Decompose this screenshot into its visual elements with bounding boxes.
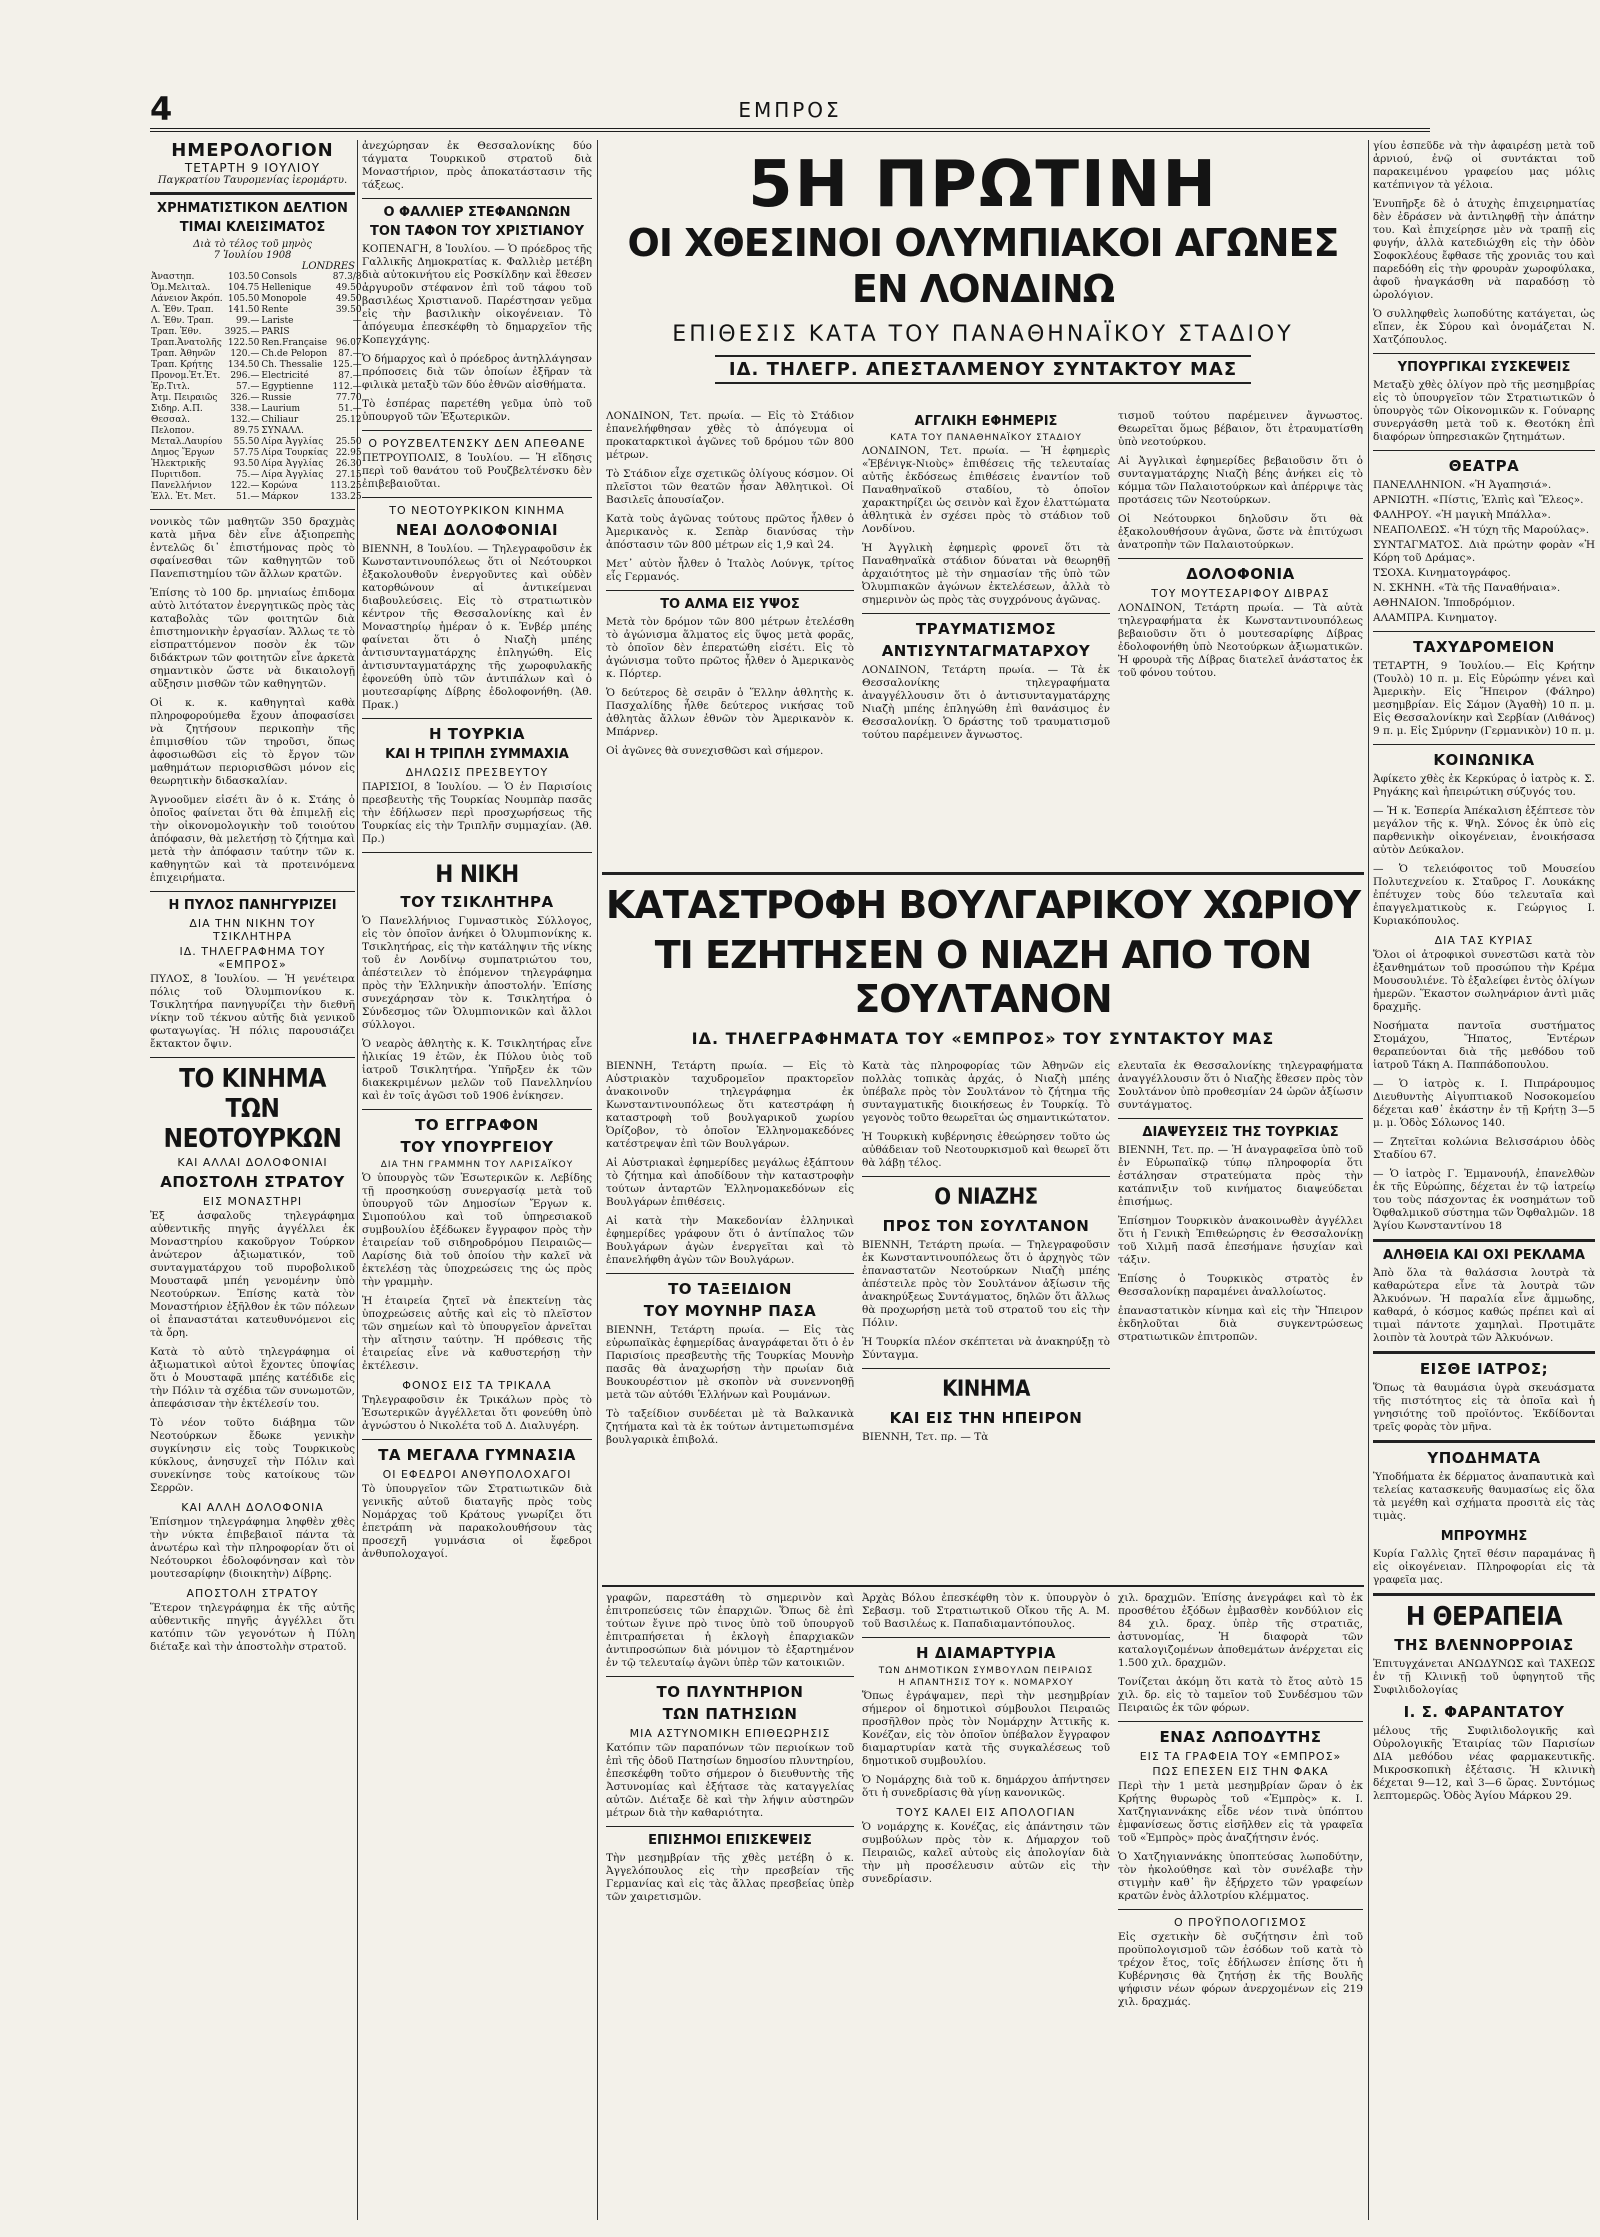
headline: Ο ΦΑΛΛΙΕΡ ΣΤΕΦΑΝΩΝΩΝ xyxy=(383,205,571,220)
subheadline: ΤΩΝ ΠΑΤΗΣΙΩΝ xyxy=(662,1705,798,1723)
lower-column-c xyxy=(1118,1592,1363,2212)
headline: ΚΑΤΑΣΤΡΟΦΗ ΒΟΥΛΓΑΡΙΚΟΥ ΧΩΡΙΟΥ xyxy=(605,883,1361,927)
ticker-row xyxy=(150,382,363,393)
article-text: Ὁ νομάρχης κ. Κονέζας, εἰς ἀπάντησιν τῶν συμβούλων πρὸς τὸν κ. Δήμαρχον τοῦ Πειραιῶς, καλεῖ αὐτοὺς εἰς ἀπολογίαν διὰ τὴν μὴ προσέλευσιν αὐτῶν εἰς τὴν συνεδρίασιν. xyxy=(862,1821,1110,1885)
article-text: Ὑποδήματα ἐκ δέρματος ἀναπαυτικὰ καὶ τελείας κατασκευῆς θαυμασίως εἰς ὅλα τὰ μεγέθη καὶ σχήματα προσιτὰ εἰς τὰς τιμὰς. xyxy=(1373,1471,1595,1522)
ticker-value: 134.50 xyxy=(227,360,260,370)
ticker-value: 26.30 xyxy=(335,459,362,469)
headline: ΤΟ ΚΙΝΗΜΑ ΤΩΝ ΝΕΟΤΟΥΡΚΩΝ xyxy=(163,1064,342,1154)
ticker-name: Monopole xyxy=(261,294,307,304)
ticker-name: Λίρα Τουρκίας xyxy=(261,448,329,458)
banner-subheadline: ΕΠΙΘΕΣΙΣ ΚΑΤΑ ΤΟΥ ΠΑΝΑΘΗΝΑΪΚΟΥ ΣΤΑΔΙΟΥ xyxy=(672,322,1294,347)
article-text: — Ζητεῖται κολώνια Βελισσάριου ὁδὸς Σταδίου 67. xyxy=(1373,1136,1595,1161)
article-text: Ἐπίσημον τηλεγράφημα ληφθὲν χθὲς τὴν νύκτα ἐπιβεβαιοῖ πάντα τὰ ἀνωτέρω καὶ τὴν πληροφορίαν ὅτι οἱ Νεότουρκοι ἐδολοφόνησαν καὶ τὸν μουτεσαρίφην (διοικητὴν) Δίβρης. xyxy=(150,1516,355,1580)
ticker-value: 22.95 xyxy=(335,448,362,458)
article-text: Κατὰ τὰς πληροφορίας τῶν Ἀθηνῶν εἰς πολλὰς τοπικὰς ἀρχάς, ὁ Νιαζὴ μπέης ὑπέβαλε πρὸς τὸν Σουλτάνον τὸ ζήτημα τῆς συνταγματικῆς διοικήσεως ἐν Τουρκίᾳ. Τὸ γεγονὸς τοῦτο θεωρεῖται ὡς σημαντικώτατον. xyxy=(862,1060,1110,1124)
article-text: ἀνεχώρησαν ἐκ Θεσσαλονίκης δύο τάγματα Τουρκικοῦ στρατοῦ διὰ Μοναστήριον, πρὸς ἀποκατάστασιν τῆς τάξεως. xyxy=(362,140,592,191)
article-text: Κυρία Γαλλὶς ζητεῖ θέσιν παραμάνας ἢ εἰς οἰκογένειαν. Πληροφορίαι εἰς τὰ γραφεῖα μας. xyxy=(1373,1548,1595,1586)
article-text: — Ὁ ἰατρὸς Γ. Ἐμμανουήλ, ἐπανελθὼν ἐκ τῆς Εὐρώπης, δέχεται ἐν τῷ ἰατρείῳ του τοὺς πάσχοντας ἐκ νοσημάτων τοῦ Ὀφθαλμικοῦ σύστημα τῶν Ὀφθαλμῶν. 18 Ἁγίου Κωνσταντίνου 18 xyxy=(1373,1168,1595,1232)
article-text: Ὅλοι οἱ ἀτροφικοὶ συνεστῶσι κατὰ τὸν ἐξανθημάτων τοῦ προσώπου τὴν Κρέμα Μουσουλιένε. Τὸ ἐξαλείφει ἐντὸς ὀλίγων ἡμερῶν. Ἕκαστον σωληνάριον ἀντὶ μιᾶς δραχμῆς. xyxy=(1373,949,1595,1013)
article-text: Ἐπίσης τὸ 100 δρ. μηνιαίως ἐπιδομα αὐτὸ λιτότατον ἐνεργητικῶς πρὸς τὰς καταβολὰς τῶν φοιτητῶν διὰ ἐπιστημονικὴν ἐργασίαν. Ἄλλως τε τὸ εἰσπραττόμενον ποσὸν ἐκ τῶν διδάκτρων τῶν φοιτητῶν εἶνε ἀρκετὰ σημαντικὸν ὥστε νὰ δικαιολογῇ αὔξησιν μισθῶν τῶν καθηγητῶν. xyxy=(150,587,355,690)
ticker-value: 120.— xyxy=(230,349,260,359)
article-text: Τὸ νέον τοῦτο διάβημα τῶν Νεοτούρκων ἔδωκε γενικὴν συγκίνησιν εἰς τοὺς Τουρκικοὺς κύκλους, ἀνησυχεῖ τὴν Πόλιν καὶ συνεκίνησε τοὺς κατοίκους τῶν Σερρῶν. xyxy=(150,1417,355,1494)
ticker-value xyxy=(329,327,363,338)
article-text: — Ὁ ἰατρὸς κ. Ι. Πιπράρουμος Διευθυντὴς Αἰγυπτιακοῦ Νοσοκομείου δέχεται καθ᾽ ἑκάστην ἐν τῇ Κρήτῃ 3—5 μ. μ. Ὁδὸς Σόλωνος 140. xyxy=(1373,1078,1595,1129)
section-rule xyxy=(602,1585,1364,1587)
ticker-value: 122.— xyxy=(230,481,260,491)
calendar-date: ΤΕΤΑΡΤΗ 9 ΙΟΥΛΙΟΥ xyxy=(184,161,321,175)
ticker-name: Μάρκον xyxy=(261,492,299,502)
article-text: Τὸ Στάδιον εἶχε σχετικῶς ὀλίγους κόσμον. Οἱ πλεῖστοι τῶν θεατῶν ἦσαν Ἀθλητικοὶ. Οἱ Βασιλεῖς ἀπουσίαζον. xyxy=(606,468,854,506)
headline: ΘΕΑΤΡΑ xyxy=(1448,457,1520,475)
ticker-value: — xyxy=(352,316,362,326)
ticker-name: Λ. Ἐθν. Τραπ. xyxy=(151,316,214,326)
article-text: Τὸ ταξείδιον συνδέεται μὲ τὰ Βαλκανικὰ ζητήματα καὶ τὰ ἐκ τούτων ἀντιμετωπισμένα βουλγαρικὰ ἐπιβολά. xyxy=(606,1408,854,1446)
article-text: ΠΑΡΙΣΙΟΙ, 8 Ἰουλίου. — Ὁ ἐν Παρισίοις πρεσβευτὴς τῆς Τουρκίας Νουμπὰρ πασᾶς τὴν ἐδήλωσεν περὶ προσχωρήσεως τῆς Τουρκίας εἰς τὴν Τριπλῆν συμμαχίαν. (Ἀθ. Πρ.) xyxy=(362,781,592,845)
article-text: ΠΥΛΟΣ, 8 Ἰουλίου. — Ἡ γενέτειρα πόλις τοῦ Ὀλυμπιονίκου κ. Τσικλητήρα πανηγυρίζει τὴν διεθνῆ νίκην τοῦ τέκνου αὐτῆς διὰ γενικοῦ φωταγωγίας. Ἡ πόλις παρουσιάζει ἔκτακτον ὄψιν. xyxy=(150,973,355,1050)
ticker-value: 338.— xyxy=(230,404,260,414)
article-text: Ἀρχὰς Βόλου ἐπεσκέφθη τὸν κ. ὑπουργὸν ὁ Σεβασμ. τοῦ Στρατιωτικοῦ Οἴκου τῆς Α. Μ. τοῦ Βασιλέως κ. Παπαδιαμαντόπουλος. xyxy=(862,1592,1110,1630)
article-text: Τὸ ἑσπέρας παρετέθη γεῦμα ὑπὸ τοῦ ὑπουργοῦ τῶν Ἐξωτερικῶν. xyxy=(362,398,592,423)
subheadline: ΤΩΝ ΔΗΜΟΤΙΚΩΝ ΣΥΜΒΟΥΛΩΝ ΠΕΙΡΑΙΩΣ xyxy=(878,1666,1094,1676)
ticker-name: Ἐλλ. Ἐτ. Μετ. xyxy=(151,492,216,502)
subheadline: ΔΗΛΩΣΙΣ ΠΡΕΣΒΕΥΤΟΥ xyxy=(405,766,549,779)
subheadline: ΤΗΣ ΒΛΕΝΝΟΡΡΟΙΑΣ xyxy=(1394,1636,1574,1654)
headline: ΤΡΑΥΜΑΤΙΣΜΟΣ xyxy=(915,620,1057,638)
subheadline: ΔΙΑ ΤΗΝ ΓΡΑΜΜΗΝ ΤΟΥ ΛΑΡΙΣΑΪΚΟΥ xyxy=(380,1160,574,1170)
ticker-value: 87.— xyxy=(338,371,362,381)
ticker-row xyxy=(150,426,363,437)
ticker-row xyxy=(150,338,363,349)
article-text: Μετὰ τὸν δρόμον τῶν 800 μέτρων ἐτελέσθη τὸ ἀγώνισμα ἅλματος εἰς ὕψος μετὰ φορᾶς, τὸ ὁποῖον δὲν ἐπερατώθη εἰσέτι. Εἰς τὸ ἀγώνισμα τοῦτο πρῶτος ἦλθεν ὁ Ἀμερικανὸς κ. Πόρτερ. xyxy=(606,616,854,680)
headline: Η ΘΕΡΑΠΕΙΑ xyxy=(1405,1602,1563,1632)
subheadline: ΕΙΣ ΤΑ ΓΡΑΦΕΙΑ ΤΟΥ «ΕΜΠΡΟΣ» xyxy=(1139,1750,1342,1763)
headline: ΤΟ ΕΓΓΡΑΦΟΝ xyxy=(415,1116,539,1134)
bulgarian-column-b xyxy=(862,1060,1110,1580)
article-text: τισμοῦ τούτου παρέμεινεν ἄγνωστος. Θεωρεῖται ὅμως βέβαιον, ὅτι ἐτραυματίσθη ὑπὸ νεοτούρκου. xyxy=(1118,410,1363,448)
article-text: Αἱ Αὐστριακαὶ ἐφημερίδες μεγάλως ἐξάπτουν τὸ ζήτημα καὶ ἀποδίδουν τὴν καταστροφὴν τούτων ἀνταρτῶν Ἑλληνομακεδόνων εἰς Βουλγάρων ἐπιθέσεις. xyxy=(606,1157,854,1208)
headline: ΦΟΝΟΣ ΕΙΣ ΤΑ ΤΡΙΚΑΛΑ xyxy=(402,1379,552,1392)
ticker-value: 25.50 xyxy=(335,437,362,447)
article-text: Ὁ Νομάρχης διὰ τοῦ κ. δημάρχου ἀπήντησεν ὅτι ἡ συνεδρίασις θὰ γίνῃ κανονικῶς. xyxy=(862,1774,1110,1799)
article-text: Ἐνυπῆρξε δὲ ὁ ἀτυχὴς ἐπιχειρηματίας δὲν ἐδράσεν νὰ ἀντιληφθῇ τὴν ἀπάτην του. Καὶ ἐπιχείρησε μὲν νὰ τραπῇ εἰς φυγήν, ἀλλὰ κατεδιώχθη εἰς τὴν ὁδὸν Σοφοκλέους ἔφθασε τῆς χρονιᾶς του καὶ παρεδόθη εἰς τὴν φρουρὰν χωροφύλακα, ἀφοῦ ἠναγκάσθη νὰ παραδόσῃ τὸ ὡρολόγιον. xyxy=(1373,198,1595,301)
headline: ΤΟ ΠΛΥΝΤΗΡΙΟΝ xyxy=(656,1683,804,1701)
ticker-name: Chiliaur xyxy=(261,415,299,425)
theatre-item: ΑΘΗΝΑΙΟΝ. Ἱπποδρόμιον. xyxy=(1373,597,1516,609)
ticker-row xyxy=(150,305,363,316)
headline: ΕΝΑΣ ΛΩΠΟΔΥΤΗΣ xyxy=(1159,1728,1322,1746)
article-text: Μεταξὺ χθὲς ὀλίγον πρὸ τῆς μεσημβρίας εἰς τὸ ὑπουργεῖον τῶν Στρατιωτικῶν ὁ ὑπουργὸς τῶν Οἰκονομικῶν κ. Γούναρης συνεργάσθη μετὰ τοῦ κ. Θεοτόκη ἐπὶ διαφόρων ὑπηρεσιακῶν ζητημάτων. xyxy=(1373,379,1595,443)
banner-edition: 5Η ΠΡΩΤΙΝΗ xyxy=(748,148,1218,222)
ticker-row xyxy=(150,492,363,503)
ticker-name: Θεσσαλ. xyxy=(151,415,190,425)
theatre-item: ΦΑΛΗΡΟΥ. «Ἡ μαγικὴ Μπάλλα». xyxy=(1373,509,1551,521)
ticker-value: 25.12 xyxy=(335,415,362,425)
article-text: ΠΕΤΡΟΥΠΟΛΙΣ, 8 Ἰουλίου. — Ἡ εἴδησις περὶ τοῦ θανάτου τοῦ Ρουζβελτένσκυ δὲν ἐπιβεβαιοῦται. xyxy=(362,452,592,490)
subheadline: ΔΙΑ ΤΑΣ ΚΥΡΙΑΣ xyxy=(1434,934,1534,947)
lower-column-b xyxy=(862,1592,1110,2212)
ticker-name: Ἐρ.Τιτλ. xyxy=(151,382,190,392)
headline: ΤΟ ΤΑΞΕΙΔΙΟΝ xyxy=(668,1280,792,1298)
article-text: νονικὸς τῶν μαθητῶν 350 δραχμὰς κατὰ μῆνα δὲν εἶνε ἀξιοπρεπὴς ἐντελῶς δι᾽ ἐπιστήμονας πρὸς τὸ σφαίνεσθαι τῶν καθηγητῶν τοῦ Πανεπιστημίου τῶν ἄλλων κρατῶν. xyxy=(150,516,355,580)
ticker-value xyxy=(329,426,363,437)
article-text: ΛΟΝΔΙΝΟΝ, Τετάρτη πρωία. — Τὰ ἐκ Θεσσαλονίκης τηλεγραφήματα ἀναγγέλλουσιν ὅτι ὁ ἀντισυνταγματάρχης Νιαζὴ μπέης ἐπληγώθη ἐπὶ θανάσιμος ἐν Θεσσαλονίκῃ. Ὁ δράστης τοῦ τραυματισμοῦ τούτου παρέμεινεν ἄγνωστος. xyxy=(862,664,1110,741)
ticker-name: PARIS xyxy=(261,327,290,337)
ticker-name: Ch.de Pelopon xyxy=(261,349,328,359)
article-text: γραφῶν, παρεστάθη τὸ σημερινὸν καὶ ἐπιτροπεύσεις τῶν ἐπαρχιῶν. Ὅπως δὲ ἐπὶ τούτων ἔγινε πρὸ τινος ὑπὸ τοῦ ὑπουργοῦ ἐπιτραπήσεται ἡ ἐκλογὴ ἐπαρχιακῶν ἀντιπροσώπων διὰ μόνιμον τὸ ἐξαρτημένον ἐν τῷ τελευταίῳ ἀγῶνι ὑπὲρ τῶν κατοικιῶν. xyxy=(606,1592,854,1669)
article-text: Τονίζεται ἀκόμη ὅτι κατὰ τὸ ἔτος αὐτὸ 15 χιλ. δρ. εἰς τὸ ταμεῖον τοῦ Συνδέσμου τῶν Πειραιῶς ἐκ τῶν φόρων. xyxy=(1118,1676,1363,1714)
headline: ΚΟΙΝΩΝΙΚΑ xyxy=(1433,751,1535,769)
article-text: Ὁ δεύτερος δὲ σειρᾶν ὁ Ἕλλην ἀθλητὴς κ. Πασχαλίδης ἦλθε δεύτερος νικήσας τοῦ ἀθλητὰς ἄλλων ἐθνῶν τὸν Ἀμερικανὸν κ. Μπάρνερ. xyxy=(606,687,854,738)
article-text: Ἐπιτυγχάνεται ΑΝΩΔΥΝΩΣ καὶ ΤΑΧΕΩΣ ἐν τῇ Κλινικῇ τοῦ ὑφηγητοῦ τῆς Συφιλιδολογίας xyxy=(1373,1658,1595,1696)
article-text: Ἡ Ἀγγλικὴ ἐφημερὶς φρονεῖ ὅτι τὰ Παναθηναϊκὰ στάδιον δύναται νὰ θεωρηθῇ ἀρχαιότητος μὲ τὴν σημασίαν τῆς ὑπὸ τῶν Ὀλυμπιακῶν ἀγώνων ἐκτελέσεων, ἀλλὰ τὸ σημερινὸν ὡς πρὸς τὰς συγχρόνους ἀγῶνας. xyxy=(862,542,1110,606)
ticker-name: Λίρα Ἀγγλίας xyxy=(261,470,324,480)
article-text: Ὁ νεαρὸς ἀθλητὴς κ. Κ. Τσικλητήρας εἶνε ἡλικίας 19 ἐτῶν, ἐκ Πύλου ὑιὸς τοῦ ἰατροῦ Τσικλητήρα. Ὑπῆρξεν ἐκ τῶν διακεκριμένων μελῶν τοῦ Πανελληνίου καὶ ἐν τοῖς ἀγῶσι τοῦ 1906 ἐνίκησεν. xyxy=(362,1038,592,1102)
olympics-banner xyxy=(602,150,1364,384)
market-title: ΧΡΗΜΑΤΙΣΤΙΚΟΝ ΔΕΛΤΙΟΝ xyxy=(157,201,348,216)
article-text: ΒΙΕΝΝΗ, Τετ. πρ. — Ἡ ἀναγραφεῖσα ὑπὸ τοῦ ἐν Εὐρωπαϊκῷ τύπῳ πληροφορία ὅτι ἐστάλησαν στρατεύματα πρὸς τὴν κατάπνιξιν τοῦ κινήματος διαψεύδεται ἐπισήμως. xyxy=(1118,1144,1363,1208)
doctor-name: Ι. Σ. ΦΑΡΑΝΤΑΤΟΥ xyxy=(1403,1703,1565,1721)
ticker-name: Πανελλήνιον xyxy=(151,481,212,491)
ticker-name: ΣΥΝΑΛΛ. xyxy=(261,426,304,436)
headline: Ο ΝΙΑΖΗΣ xyxy=(934,1185,1038,1210)
ticker-value: 112.— xyxy=(332,382,362,392)
ticker-value: 51.— xyxy=(236,492,260,502)
subheadline: ΤΟΥ ΤΣΙΚΛΗΤΗΡΑ xyxy=(400,893,554,911)
ticker-name: Πελοπον. xyxy=(151,426,195,436)
byline: ΙΔ. ΤΗΛΕΓΡΑΦΗΜΑΤΑ ΤΟΥ «ΕΜΠΡΟΣ» ΤΟΥ ΣΥΝΤΑΚΤΟΥ ΜΑΣ xyxy=(691,1029,1275,1048)
ticker-value: 326.— xyxy=(230,393,260,403)
article-text: ελευταῖα ἐκ Θεσσαλονίκης τηλεγραφήματα ἀναγγέλλουσιν ὅτι ὁ Νιαζὴς ἔθεσεν πρὸς τὸν Σουλτάνον ὑπὸ προθεσμίαν 24 ὡρῶν ἀξίωσιν συντάγματος. xyxy=(1118,1060,1363,1111)
article-text: Νοσήματα παντοῖα συστήματος Στομάχου, Ἥπατος, Ἐντέρων θεραπεύονται διὰ τῆς μεθόδου τοῦ ἰατροῦ Τάκη Α. Παππάδοπουλου. xyxy=(1373,1020,1595,1071)
headline: ΚΙΝΗΜΑ xyxy=(942,1377,1030,1402)
article-text: Ἀφίκετο χθὲς ἐκ Κερκύρας ὁ ἰατρὸς κ. Σ. Ρηγάκης καὶ ἠπειρώτικη σύζυγός του. xyxy=(1373,773,1595,798)
headline: ΑΓΓΛΙΚΗ ΕΦΗΜΕΡΙΣ xyxy=(914,414,1058,429)
subheadline: ΑΝΤΙΣΥΝΤΑΓΜΑΤΑΡΧΟΥ xyxy=(881,642,1091,660)
subheadline: ΑΠΟΣΤΟΛΗ ΣΤΡΑΤΟΥ xyxy=(186,1587,319,1600)
ticker-value: 57.75 xyxy=(233,448,260,458)
market-note: Διὰ τὸ τέλος τοῦ μηνὸς xyxy=(193,239,312,250)
subheadline: ΤΟΥ ΜΟΥΝΗΡ ΠΑΣΑ xyxy=(643,1302,817,1320)
ticker-name: Ren.Française xyxy=(261,338,328,348)
article-text: ΒΙΕΝΝΗ, Τετάρτη πρωία. — Τηλεγραφοῦσιν ἐκ Κωνσταντινουπόλεως ὅτι ὁ ἀρχηγὸς τῶν ἐπαναστατῶν Νεοτούρκων Νιαζὴ μπέης ἀπέστειλε πρὸς τὸν Σουλτάνον ἀξίωσιν τῆς ἀνακηρύξεως Συντάγματος, δηλῶν ὅτι ἄλλως θὰ προχωρήσῃ μετὰ τοῦ στρατοῦ του εἰς τὴν Πόλιν. xyxy=(862,1239,1110,1329)
paper-name: ΕΜΠΡΟΣ xyxy=(738,98,842,122)
article-text: Οἱ ἀγῶνες θὰ συνεχισθῶσι καὶ σήμερον. xyxy=(606,745,824,757)
olympics-column-b xyxy=(862,410,1110,865)
ticker-name: Ἀτμ. Πειραιῶς xyxy=(151,393,218,403)
article-text: Αἱ κατὰ τὴν Μακεδονίαν ἑλληνικαὶ ἐφημερίδες γράφουν ὅτι ὁ ἀντίπαλος τῶν Βουλγάρων ἀγὼν ἐνεργεῖται καὶ τὸ ἐπανελήφθη ἀγὼν τῶν Βουλγάρων. xyxy=(606,1215,854,1266)
ticker-row xyxy=(150,283,363,294)
ticker-row xyxy=(150,459,363,470)
masthead xyxy=(150,88,1430,132)
headline: ΔΙΑΨΕΥΣΕΙΣ ΤΗΣ ΤΟΥΡΚΙΑΣ xyxy=(1142,1125,1339,1140)
olympics-column-c xyxy=(1118,410,1363,865)
ticker-value: 39.50 xyxy=(335,305,362,315)
theatre-item: ΤΣΟΧΑ. Κινηματογράφος. xyxy=(1373,567,1511,579)
ticker-value: 87.— xyxy=(338,349,362,359)
subheadline: ΠΩΣ ΕΠΕΣΕΝ ΕΙΣ ΤΗΝ ΦΑΚΑ xyxy=(1152,1765,1329,1778)
subheadline: ΤΟΝ ΤΑΦΟΝ ΤΟΥ ΧΡΙΣΤΙΑΝΟΥ xyxy=(370,224,584,239)
bulgarian-column-a xyxy=(606,1060,854,1580)
ticker-row xyxy=(150,448,363,459)
bulgarian-headline xyxy=(602,872,1364,1048)
article-text: Κατὰ τὸ αὐτὸ τηλεγράφημα οἱ ἀξιωματικοὶ αὐτοὶ ἔχοντες ὑποψίας ὅτι ὁ Μουσταφᾶ μπέης κατέδιδε εἰς τὴν Πόλιν τὰ σχέδια τῶν συνωμοτῶν, ἀπεφάσισαν τὴν ἐκτέλεσίν του. xyxy=(150,1346,355,1410)
subheadline: ΠΡΟΣ ΤΟΝ ΣΟΥΛΤΑΝΟΝ xyxy=(882,1217,1090,1235)
article-text: ΒΙΕΝΝΗ, Τετ. πρ. — Τὰ xyxy=(862,1431,989,1443)
ticker-name: Russie xyxy=(261,393,292,403)
article-text: ΛΟΝΔΙΝΟΝ, Τετάρτη πρωία. — Τὰ αὐτὰ τηλεγραφήματα ἐκ Κωνσταντινουπόλεως βεβαιοῦσιν ὅτι ὁ μουτεσαρίφης Δίβρας ἐδολοφονήθη ὑπὸ Νεοτούρκων ἀξιωματικῶν. Ἡ φρουρὰ τῆς Δίβρας διατελεῖ ἀνάστατος ἐκ τοῦ φόνου τούτου. xyxy=(1118,602,1363,679)
ticker-value: 105.50 xyxy=(227,294,260,304)
subheadline: Η ΑΠΑΝΤΗΣΙΣ ΤΟΥ κ. ΝΟΜΑΡΧΟΥ xyxy=(898,1678,1074,1688)
headline: Ο ΠΡΟΫΠΟΛΟΓΙΣΜΟΣ xyxy=(1174,1916,1307,1929)
subheadline: ΑΠΟΣΤΟΛΗ ΣΤΡΑΤΟΥ xyxy=(160,1173,345,1191)
ticker-value: 122.50 xyxy=(227,338,260,348)
ticker-value: 49.50 xyxy=(335,294,362,304)
subheadline: ΚΑΙ Η ΤΡΙΠΛΗ ΣΥΜΜΑΧΙΑ xyxy=(385,747,569,762)
article-text: Ὅπως τὰ θαυμάσια ὑγρὰ σκευάσματα τῆς πιστότητος εἰς τὰ ὁποῖα καὶ ἡ γνησιότης τοῦ προϊόντος. Ἐκδίδονται τρεῖς φορὰς τὸν μῆνα. xyxy=(1373,1382,1595,1433)
ticker-value: 113.25 xyxy=(330,481,362,491)
article-text: Ἐπίσημον Τουρκικὸν ἀνακοινωθὲν ἀγγέλλει ὅτι ἡ Γενικὴ Ἐπιθεώρησις ἐν Θεσσαλονίκῃ τοῦ Χιλμῆ πασᾶ ἐπεσήμανε ἡσυχίαν καὶ τάξιν. xyxy=(1118,1215,1363,1266)
olympics-column-a xyxy=(606,410,854,865)
ticker-value: 132.— xyxy=(230,415,260,425)
ticker-name: Τραπ. Ἐθν. xyxy=(151,327,202,337)
headline: Ο ΡΟΥΖΒΕΛΤΕΝΣΚΥ ΔΕΝ ΑΠΕΘΑΝΕ xyxy=(368,437,586,450)
ticker-value: 51.— xyxy=(338,404,362,414)
article-text: ΚΟΠΕΝΑΓΗ, 8 Ἰουλίου. — Ὁ πρόεδρος τῆς Γαλλικῆς Δημοκρατίας κ. Φαλλιὲρ μετέβη διὰ αὐτοκινήτου εἰς Ροσκίλδην καὶ ἔθεσεν ἀργυροῦν στέφανον ἐπὶ τοῦ τάφου τοῦ βασιλέως Χριστιανοῦ. Παρέστησαν γεῦμα εἰς τὴν βασιλικὴν οἰκογένειαν. Τὸ ἀπόγευμα ἐπεσκέφθη τὸ δημαρχεῖον τῆς Κοπεγχάγης. xyxy=(362,243,592,346)
theatre-item: ΠΑΝΕΛΛΗΝΙΟΝ. «Ἡ Ἀγαπησιά». xyxy=(1373,479,1552,491)
article-text: ΛΟΝΔΙΝΟΝ, Τετ. πρωία. — Εἰς τὸ Στάδιον ἐπανελήφθησαν χθὲς τὸ ἀπόγευμα οἱ προκαταρκτικοὶ ἀγῶνες τοῦ δρόμου τῶν 800 μέτρων. xyxy=(606,410,854,461)
subheadline: ΚΑΙ ΕΙΣ ΤΗΝ ΗΠΕΙΡΟΝ xyxy=(889,1409,1083,1427)
ticker-name: Lariste xyxy=(261,316,294,326)
headline: ΜΠΡΟΥΜΗΣ xyxy=(1440,1529,1528,1544)
ticker-value: 141.50 xyxy=(227,305,260,315)
article-text: ἐπαναστατικὸν κίνημα καὶ εἰς τὴν Ἤπειρον ἐκδηλοῦται διὰ συγκεντρώσεως στρατιωτικῶν ἐπιτροπῶν. xyxy=(1118,1305,1363,1343)
ticker-row xyxy=(150,371,363,382)
headline: ΤΙ ΕΖΗΤΗΣΕΝ Ο ΝΙΑΖΗ ΑΠΟ ΤΟΝ ΣΟΥΛΤΑΝΟΝ xyxy=(654,933,1312,1021)
article-text: Οἱ κ. κ. καθηγηταὶ καθὰ πληροφορούμεθα ἔχουν ἀποφασίσει νὰ ζητήσουν περικοπὴν τῆς ἐπιμισθίου τῶν τηροῦσι, ὅπως ἀφοσιωθῶσι εἰς τὸ ἔργον τῶν μαθημάτων περιορισθῶσι μόνον εἰς θεωρητικὴν διδασκαλίαν. xyxy=(150,697,355,787)
headline: ΔΟΛΟΦΟΝΙΑ xyxy=(1186,565,1295,583)
lower-column-a xyxy=(606,1592,854,2212)
ticker-value: 103.50 xyxy=(227,272,260,282)
ticker-value: 87.3/8 xyxy=(332,272,362,282)
article-text: γίου ἐσπεῦδε νὰ τὴν ἀφαιρέσῃ μετὰ τοῦ ἀρνιού, ἐνῷ οἱ συντάκται τοῦ παρακειμένου γραφείου μας μόλις κατέπνιγον τὰ γέλοια. xyxy=(1373,140,1595,191)
headline: ΥΠΟΥΡΓΙΚΑΙ ΣΥΣΚΕΨΕΙΣ xyxy=(1397,360,1571,375)
theatre-item: ΑΛΑΜΠΡΑ. Κινηματογ. xyxy=(1373,612,1498,624)
ticker-value: 99.— xyxy=(236,316,260,326)
subheadline: ΤΟΥ ΜΟΥΤΕΣΑΡΙΦΟΥ ΔΙΒΡΑΣ xyxy=(1151,587,1330,600)
ticker-name: Λάνειον Ἀκρόπ. xyxy=(151,294,223,304)
theatre-item: ΑΡΝΙΩΤΗ. «Πίστις, Ἐλπὶς καὶ Ἔλεος». xyxy=(1373,494,1584,506)
ticker-value: 133.25 xyxy=(330,492,362,502)
banner-headline: ΟΙ ΧΘΕΣΙΝΟΙ ΟΛΥΜΠΙΑΚΟΙ ΑΓΩΝΕΣ ΕΝ ΛΟΝΔΙΝΩ xyxy=(627,221,1339,311)
article-text: Μετ᾽ αὐτὸν ἦλθεν ὁ Ἰταλὸς Λούνγκ, τρίτος εἷς Γερμανός. xyxy=(606,558,854,583)
ticker-row xyxy=(150,437,363,448)
ticker-row xyxy=(150,327,363,338)
ticker-name: Ch. Thessalie xyxy=(261,360,323,370)
ticker-value: 296.— xyxy=(230,371,260,381)
headline: Η ΤΟΥΡΚΙΑ xyxy=(429,725,525,743)
article-text: Αἱ Ἀγγλικαὶ ἐφημερίδες βεβαιοῦσιν ὅτι ὁ συνταγματάρχης Νιαζὴ βέης ἀνήκει εἰς τὸ κόμμα τῶν Παλαιοτούρκων καὶ ἀπέρριψε τὰς προτάσεις τῶν Νεοτούρκων. xyxy=(1118,455,1363,506)
article-text: Τὴν μεσημβρίαν τῆς χθὲς μετέβη ὁ κ. Ἀγγελόπουλος εἰς τὴν πρεσβείαν τῆς Γερμανίας καὶ εἰς τὰς ἄλλας πρεσβείας ὑπὲρ τῶν χαιρετισμῶν. xyxy=(606,1852,854,1903)
bulgarian-column-c xyxy=(1118,1060,1363,1580)
theatre-listing xyxy=(1373,479,1595,625)
article-text: χιλ. δραχμῶν. Ἐπίσης ἀνεγράφει καὶ τὸ ἐκ προσθέτου ἐξόδων ἐμβασθὲν κονδύλιον εἰς 84 χιλ. δραχ. ὑπὲρ τῆς στρατιᾶς, ἀστυνομίας, Ἡ διαφορὰ τῶν καταλογιζομένων ἀποθεμάτων ἀνέρχεται εἰς 1.500 χιλ. δραχμῶν. xyxy=(1118,1592,1363,1669)
ticker-row xyxy=(150,360,363,371)
headline: Η ΠΥΛΟΣ ΠΑΝΗΓΥΡΙΖΕΙ xyxy=(168,898,337,913)
ticker-value: 75.— xyxy=(236,470,260,480)
subheadline: ΚΑΙ ΑΛΛΑΙ ΔΟΛΟΦΟΝΙΑΙ xyxy=(177,1156,328,1169)
ticker-row xyxy=(150,415,363,426)
ticker-name: Rente xyxy=(261,305,289,315)
ticker-name: Λ. Ἐθν. Τραπ. xyxy=(151,305,214,315)
ticker-row xyxy=(150,481,363,492)
article-text: Τὸ ὑπουργεῖον τῶν Στρατιωτικῶν διὰ γενικῆς αὐτοῦ διαταγῆς πρὸς τοὺς Νομάρχας τοῦ Κράτους γνωρίζει ὅτι ἐπετράπη νὰ παρακολουθήσουν τὰς προσεχῆ γυμνάσια οἱ ἔφεδροι ἀνθυπολοχαγοί. xyxy=(362,1483,592,1560)
subheadline: ΜΙΑ ΑΣΤΥΝΟΜΙΚΗ ΕΠΙΘΕΩΡΗΣΙΣ xyxy=(629,1727,831,1740)
ticker-row xyxy=(150,404,363,415)
calendar-title: ΗΜΕΡΟΛΟΓΙΟΝ xyxy=(171,140,334,161)
article-text: — Ὁ τελειόφοιτος τοῦ Μουσείου Πολυτεχνείου κ. Σταῦρος Γ. Λουκάκης ἐπέτυχεν τοὺς δύο τελευταῖα καὶ ἐπαγγελματικοὺς κ. Γεώργιος Ι. Κυριακόπουλος. xyxy=(1373,863,1595,927)
ticker-name: Ἠλεκτρικῆς xyxy=(151,459,206,469)
ticker-name: Laurium xyxy=(261,404,301,414)
ticker-name: Σιδηρ. Α.Π. xyxy=(151,404,203,414)
column-rule xyxy=(1368,140,1369,2220)
headline: Η ΝΙΚΗ xyxy=(435,860,519,888)
ticker-name: Egyptienne xyxy=(261,382,314,392)
article-text: Ἡ Τουρκικὴ κυβέρνησις ἐθεώρησεν τοῦτο ὡς αὐθάδειαν τοῦ Νεοτουρκισμοῦ καὶ θεωρεῖ ὅτι θὰ λάβῃ τέλος. xyxy=(862,1131,1110,1169)
article-text: ΤΕΤΑΡΤΗ, 9 Ἰουλίου.— Εἰς Κρήτην (Τουλὸ) 10 π. μ. Εἰς Εὐρώπην γένει καὶ Ἀμερικὴν. Εἰς Ἤπειρον (Φάληρο) μεσημβρίαν. Εἰς Σάμον (Ἀγαθὴ) 10 π. μ. Εἰς Θεσσαλονίκην καὶ Σερβίαν (Λιθάνος) 9 π. μ. Εἰς Σμύρνην (Γερμανικὸν) 10 π. μ. xyxy=(1373,660,1595,737)
article-text: Κατὰ τοὺς ἀγῶνας τούτους πρῶτος ἦλθεν ὁ Ἀμερικανὸς κ. Σεπὰρ διανύσας τὴν ἀπόστασιν τῶν 800 μέτρων εἰς 1,9 καὶ 24. xyxy=(606,513,854,551)
ticker-value: 57.— xyxy=(236,382,260,392)
ticker-name: Electricité xyxy=(261,371,309,381)
article-text: Οἱ Νεότουρκοι δηλοῦσιν ὅτι θὰ ἐξακολουθήσουν ἀγῶνα, ὥστε νὰ ἐπιτύχωσι ἀνατροπὴν τῶν Παλαιοτούρκων. xyxy=(1118,513,1363,551)
article-text: Ἕτερον τηλεγράφημα ἐκ τῆς αὐτῆς αὐθεντικῆς πηγῆς ἀγγέλλει ὅτι κατόπιν τῶν γεγονότων ἡ Πύλη διέταξε καὶ τὴν ἀποστολὴν στρατοῦ. xyxy=(150,1602,355,1653)
banner-byline: ΙΔ. ΤΗΛΕΓΡ. ΑΠΕΣΤΑΛΜΕΝΟΥ ΣΥΝΤΑΚΤΟΥ ΜΑΣ xyxy=(715,355,1251,384)
article-text: ΒΙΕΝΝΗ, Τετάρτη πρωία. — Εἰς τὰς εὐρωπαϊκὰς ἐφημερίδας ἀναγράφεται ὅτι ὁ ἐν Παρισίοις πρεσβευτὴς τῆς Τουρκίας Μουνὴρ πασᾶς θὰ ἀναχωρήσῃ τὴν πρωίαν διὰ Βουκουρέστιον μὲ σκοπὸν νὰ συνεννοηθῇ μετὰ τῶν αὐτόθι Ἑλλήνων καὶ Ρουμάνων. xyxy=(606,1324,854,1401)
ticker-value: 77.70 xyxy=(335,393,362,403)
ticker-value: 3925.— xyxy=(224,327,260,337)
headline: ΤΑΧΥΔΡΟΜΕΙΟΝ xyxy=(1413,638,1555,656)
market-london: LONDRES xyxy=(301,261,355,272)
subheadline: ΟΙ ΕΦΕΔΡΟΙ ΑΝΘΥΠΟΛΟΧΑΓΟΙ xyxy=(382,1468,572,1481)
ticker-name: Consols xyxy=(261,272,298,282)
column-right xyxy=(1373,140,1595,2220)
theatre-item: ΝΕΑΠΟΛΕΩΣ. «Ἡ τύχη τῆς Μαρούλας». xyxy=(1373,524,1590,536)
article-text: — Ἡ κ. Ἑσπερία Ἀπέκαλιση ἐξέπτεσε τὸν μεγάλον τῆς κ. Ψηλ. Σόνος ἐκ ὑπὸ εἰς παρθενικὴν οἰκογένειαν, ἐνοικήσασα αὐτὸν Δεύκαλον. xyxy=(1373,805,1595,856)
ticker-name: Ὁμ.Μελιταλ. xyxy=(151,283,211,293)
headline: ΤΟ ΑΛΜΑ ΕΙΣ ΥΨΟΣ xyxy=(660,597,800,612)
ticker-value: 55.50 xyxy=(233,437,260,447)
column-2 xyxy=(362,140,592,2220)
page-number: 4 xyxy=(150,90,173,128)
article-text: Περὶ τὴν 1 μετὰ μεσημβρίαν ὥραν ὁ ἐκ Κρήτης θυρωρὸς τοῦ «Ἐμπρὸς» κ. Ι. Χατζηγιαννάκης εἶδε νέον τινὰ ὑπόπτου ἐμφανίσεως ὅστις εἰσῆλθεν εἰς τὰ γραφεῖα τοῦ «Ἐμπρὸς» πρὸς ἀναζήτησιν ἐνός. xyxy=(1118,1780,1363,1844)
article-text: Ὁ συλληφθεὶς λωποδύτης κατάγεται, ὡς εἴπεν, ἐκ Σύρου καὶ ὀνομάζεται Ν. Χατζόπουλος. xyxy=(1373,308,1595,346)
theatre-item: ΣΥΝΤΑΓΜΑΤΟΣ. Διὰ πρώτην φορὰν «Ἡ Κόρη τοῦ Δράμας». xyxy=(1373,539,1595,564)
ticker-name: Ἀναστηπ. xyxy=(151,272,195,282)
ticker-name: Προνομ.Ἐτ.Ἐτ. xyxy=(151,371,221,381)
subheadline: ΚΑΤΑ ΤΟΥ ΠΑΝΑΘΗΝΑΪΚΟΥ ΣΤΑΔΙΟΥ xyxy=(890,433,1082,443)
headline: Η ΔΙΑΜΑΡΤΥΡΙΑ xyxy=(916,1644,1056,1662)
article-text: Εἰς σχετικὴν δὲ συζήτησιν ἐπὶ τοῦ προϋπολογισμοῦ τῶν ἐσόδων τοῦ κατὰ τὸ τρέχον ἔτος, τοῖς ἐδήλωσεν ἐπίσης ὅτι ἡ Κυβέρνησις θὰ ζητήσῃ ἐκ τῆς Βουλῆς ψήφισιν νέων φόρων ἀνερχομένων εἰς 219 χιλ. δραχμάς. xyxy=(1118,1931,1363,2008)
ticker-value: 49.50 xyxy=(335,283,362,293)
ticker-name: Λίρα Ἀγγλίας xyxy=(261,459,324,469)
subheadline: ΙΔ. ΤΗΛΕΓΡΑΦΗΜΑ ΤΟΥ «ΕΜΠΡΟΣ» xyxy=(179,945,326,971)
subheadline: ΝΕΑΙ ΔΟΛΟΦΟΝΙΑΙ xyxy=(395,521,559,539)
subheadline: ΤΟΥ ΥΠΟΥΡΓΕΙΟΥ xyxy=(400,1138,554,1156)
article-text: Ἐξ ἀσφαλοῦς τηλεγράφημα αὐθεντικῆς πηγῆς ἀγγέλλει ἐκ Μοναστηρίου κακοῦργον Τούρκον ἀνώτερον ἀξιωματικόν, τοῦ συνταγματάρχου τοῦ πυροβολικοῦ Μουσταφᾶ μπέη γενομένην ὑπὸ Νεοτούρκων. Ἐπίσης κατὰ τὸν Μοναστήριον ἐξῆλθον ἐκ τῶν πόλεων οἱ ἐπαναστάται κατευθυνόμενοι εἰς τὰ ὄρη. xyxy=(150,1210,355,1339)
ticker-row xyxy=(150,393,363,404)
market-table xyxy=(150,272,363,503)
headline: ΕΠΙΣΗΜΟΙ ΕΠΙΣΚΕΨΕΙΣ xyxy=(648,1833,812,1848)
calendar-saint: Παγκρατίου Ταυρομενίας ἱερομάρτυ. xyxy=(157,175,348,186)
headline: ΤΟ ΝΕΟΤΟΥΡΚΙΚΟΝ ΚΙΝΗΜΑ xyxy=(389,504,565,517)
article-text: Ὁ Πανελλήνιος Γυμναστικὸς Σύλλογος, εἰς τὸν ὁποῖον ἀνήκει ὁ Ὀλυμπιονίκης κ. Τσικλητήρας, εἰς τὴν κατάληψιν τῆς νίκης τοῦ ἐν Λονδίνῳ συμπατριώτου του, ἀπέστειλεν τὸ ἑπόμενον τηλεγράφημα πρὸς τὴν Ἑλληνικὴν ἀποστολήν. Ἐπίσης συνεχάρησαν τὸν κ. Τσικλητήρα ὁ Σύνδεσμος τῶν Ὀλυμπιονικῶν καὶ ἄλλοι σύλλογοι. xyxy=(362,915,592,1031)
article-text: Ὅπως ἐγράψαμεν, περὶ τὴν μεσημβρίαν σήμερον οἱ δημοτικοὶ σύμβουλοι Πειραιῶς προσῆλθον πρὸς τὸν Νομάρχην Ἀττικῆς κ. Κονέζαν, εἰς τὸν ὁποῖον ὑπέβαλον ἔγγραφον διαμαρτυρίαν κατὰ τῆς συγκαλέσεως τοῦ δημοτικοῦ συμβουλίου. xyxy=(862,1690,1110,1767)
article-text: Ἀγνοοῦμεν εἰσέτι ἂν ὁ κ. Στάης ὁ ὁποῖος φαίνεται ὅτι θὰ ἐπιμελῇ εἰς τὴν οἰκονομολογικὴν τοῦ τοιούτου ἀπόφασιν, θὰ μελετήσῃ τὸ ζήτημα καὶ μετὰ τὴν ἀπόφασιν ταύτην τῶν κ. καθηγητῶν καὶ τὰ προτεινόμενα ἐπιχειρήματα. xyxy=(150,794,355,884)
article-text: Ὁ Χατζηγιαννάκης ὑποπτεύσας λωποδύτην, τὸν ἠκολούθησε καὶ τὸν συνέλαβε τὴν στιγμὴν καθ᾽ ἣν ἐξήρχετο τῶν γραφείων κρατῶν ἐνὸς ἀλλοτρίου κλέμματος. xyxy=(1118,1851,1363,1902)
ticker-row xyxy=(150,272,363,283)
column-rule xyxy=(597,140,598,2220)
article-text: Ὁ ὑπουργὸς τῶν Ἐσωτερικῶν κ. Λεβίδης τῇ προσηκούσῃ συνεργασίᾳ μετὰ τοῦ ὑπουργοῦ τῶν Δημοσίων Ἔργων κ. Σιμοπούλου καὶ τοῦ ὑπηρεσιακοῦ συμβουλίου ἐξέδωκεν ἔγγραφον πρὸς τὴν ἑταιρείαν τοῦ σιδηροδρόμου Πειραιῶς—Λαρίσης διὰ τοῦ ὁποίου τὴν καλεῖ νὰ ἐκτελέσῃ τὰς ὑποχρεώσεις της ὡς πρὸς τὴν γραμμὴν. xyxy=(362,1172,592,1288)
theatre-item: Ν. ΣΚΗΝΗ. «Τὰ τῆς Παναθήναια». xyxy=(1373,582,1561,594)
subheadline: ΕΙΣ ΜΟΝΑΣΤΗΡΙ xyxy=(202,1195,303,1208)
ticker-value: 89.75 xyxy=(233,426,260,436)
ticker-value: 93.50 xyxy=(233,459,260,469)
ticker-name: Τραπ. Ἀθηνῶν xyxy=(151,349,216,359)
ticker-value: 125.— xyxy=(332,360,362,370)
ticker-name: Τραπ. Κρήτης xyxy=(151,360,213,370)
ticker-value: 96.07 xyxy=(335,338,362,348)
headline: ΕΙΣΘΕ ΙΑΤΡΟΣ; xyxy=(1419,1360,1549,1378)
market-date: 7 Ἰουλίου 1908 xyxy=(213,250,292,261)
article-text: Κατόπιν τῶν παραπόνων τῶν περιοίκων τοῦ ἐπὶ τῆς ὁδοῦ Πατησίων δημοσίου πλυντηρίου, ἐπεσκέφθη τοῦτο σήμερον ὁ διευθυντὴς τῆς Ἀστυνομίας καὶ ἐξήτασε τὰς καταγγελίας αὐτῶν. Διέταξε δὲ καὶ τὴν λήψιν αὐστηρῶν μέτρων διὰ τὴν καθαριότητα. xyxy=(606,1742,854,1819)
ticker-row xyxy=(150,294,363,305)
market-subtitle: ΤΙΜΑΙ ΚΛΕΙΣΙΜΑΤΟΣ xyxy=(179,220,326,235)
ticker-value: 27.15 xyxy=(335,470,362,480)
ticker-name: Δημος Ἔργων xyxy=(151,448,215,458)
ticker-name: Πυριτιδοπ. xyxy=(151,470,202,480)
ticker-row xyxy=(150,316,363,327)
ticker-row xyxy=(150,470,363,481)
article-text: ΒΙΕΝΝΗ, 8 Ἰουλίου. — Τηλεγραφοῦσιν ἐκ Κωνσταντινουπόλεως ὅτι οἱ Νεότουρκοι ἐξακολουθοῦν ἐνεργοῦντες καὶ οὐδὲν κατορθώνουν αἱ ἀντικείμεναι διαβουλεύσεις. Εἰς τὸ στρατιωτικὸν κέντρον τῆς Θεσσαλονίκης καὶ ἐν Μοναστηρίῳ ἡμέραν ὁ κ. Ἐνβέρ μπέης φαίνεται ὅτι ὁ Νιαζὴ μπέης ἀντισυνταγματάρχης ἐπληγώθη. Εἰς ἀντισυνταγματάρχης τῆς χωροφυλακῆς ἐφονεύθη ὑπὸ τῶν ἀντιπάλων καὶ ὁ μουτεσαρίφης Δίβρης ἐδολοφονήθη. (Ἀθ. Πρακ.) xyxy=(362,543,592,711)
ticker-name: Hellenique xyxy=(261,283,312,293)
subheadline: ΚΑΙ ΑΛΛΗ ΔΟΛΟΦΟΝΙΑ xyxy=(181,1501,324,1514)
article-text: ΛΟΝΔΙΝΟΝ, Τετ. πρωία. — Ἡ ἐφημερὶς «Ἐβένιγκ-Νιοὺς» ἐπιθέσεις τῆς τελευταίας αὐτῆς ἐκδόσεως ἐπιθέσεις ἐναντίον τοῦ Παναθηναϊκοῦ σταδίου, τὸ ὁποῖον χαρακτηρίζει ὡς σεινὸν καὶ ἔχον ἐλαττώματα ἀθλητικὰ ἐν σχέσει πρὸς τὸ στάδιον τοῦ Λονδίνου. xyxy=(862,445,1110,535)
article-text: Ἡ ἐταιρεία ζητεῖ νὰ ἐπεκτείνῃ τὰς ὑποχρεώσεις αὐτῆς καὶ εἰς τὸ πλεῖστον τῶν σημείων καὶ τὸ ὑπουργεῖον ἀρνεῖται τὴν αἴτησιν ταύτην. Ἡ πρόθεσις τῆς ἑταιρείας εἶνε νὰ καθυστερήσῃ τὴν ἐκτέλεσιν. xyxy=(362,1295,592,1372)
ticker-name: Μεταλ.Λαυρίου xyxy=(151,437,223,447)
ticker-row xyxy=(150,349,363,360)
ticker-name: Τραπ.Ἀνατολῆς xyxy=(151,338,222,348)
article-text: Ἡ Τουρκία πλέον σκέπτεται νὰ ἀνακηρύξῃ τὸ Σύνταγμα. xyxy=(862,1336,1110,1361)
subheadline: ΤΟΥΣ ΚΑΛΕΙ ΕΙΣ ΑΠΟΛΟΓΙΑΝ xyxy=(896,1806,1076,1819)
article-text: μέλους τῆς Συφιλιδολογικῆς καὶ Οὐρολογικῆς Ἑταιρίας τῶν Παρισίων ΔΙΑ μεθόδου νέας φαρμακευτικῆς. Μικροσκοπικὴ ἐξέτασις. Ἡ κλινικὴ δέχεται 9—12, καὶ 3—6 ὥρας. Συντόμως λεπτομερῶς. Ὁδὸς Ἁγίου Μάρκου 29. xyxy=(1373,1725,1595,1802)
article-text: Τηλεγραφοῦσιν ἐκ Τρικάλων πρὸς τὸ Ἐσωτερικῶν ἀγγέλλεται ὅτι φονεύθη ὑπὸ ἀγνώστου ὁ Νικολέτα τοῦ Δ. Διαλυγέρη. xyxy=(362,1394,592,1432)
article-text: Ἀπὸ ὅλα τὰ θαλάσσια λουτρὰ τὰ καθαρώτερα εἶνε τὰ λουτρὰ τῶν Ἀλκυόνων. Ἡ παραλία εἶνε ἄμμωδης, καθαρά, ὁ κόσμος καθώς πρέπει καὶ αἱ τιμαὶ πάντοτε χαμηλαὶ. Προτιμᾶτε λοιπὸν τὰ λουτρὰ τῶν Ἀλκυόνων. xyxy=(1373,1267,1595,1344)
ticker-name: Κορώνα xyxy=(261,481,298,491)
headline: ΥΠΟΔΗΜΑΤΑ xyxy=(1427,1449,1541,1467)
subheadline: ΔΙΑ ΤΗΝ ΝΙΚΗΝ ΤΟΥ ΤΣΙΚΛΗΤΗΡΑ xyxy=(189,917,316,943)
headline: ΤΑ ΜΕΓΑΛΑ ΓΥΜΝΑΣΙΑ xyxy=(378,1446,576,1464)
ticker-name: Λίρα Ἀγγλίας xyxy=(261,437,324,447)
article-text: ΒΙΕΝΝΗ, Τετάρτη πρωία. — Εἰς τὸ Αὐστριακὸν ταχυδρομεῖον πρακτορεῖον ἀνακοινοῦν τηλεγράφημα ἐκ Κωνσταντινουπόλεως ὅτι κατεστράφη ἡ καταστροφὴ τοῦ βουλγαρικοῦ χωρίου Ὀρίζοβον, τὸ ὁποῖον Ἑλληνομακεδόνες κατέστρεψαν ἐπὶ τῶν Βουλγάρων. xyxy=(606,1060,854,1150)
article-text: Ἐπίσης ὁ Τουρκικὸς στρατὸς ἐν Θεσσαλονίκῃ παραμένει ἀναλλοίωτος. xyxy=(1118,1273,1363,1298)
headline: ΑΛΗΘΕΙΑ ΚΑΙ ΟΧΙ ΡΕΚΛΑΜΑ xyxy=(1383,1248,1585,1263)
column-1 xyxy=(150,140,362,2220)
article-text: Ὁ δήμαρχος καὶ ὁ πρόεδρος ἀντηλλάγησαν πρόποσεις διὰ τῶν ὁποίων ἐξῆραν τὰ φιλικὰ μεταξὺ τῶν δύο ἐθνῶν αἰσθήματα. xyxy=(362,353,592,391)
ticker-value: 104.75 xyxy=(227,283,260,293)
